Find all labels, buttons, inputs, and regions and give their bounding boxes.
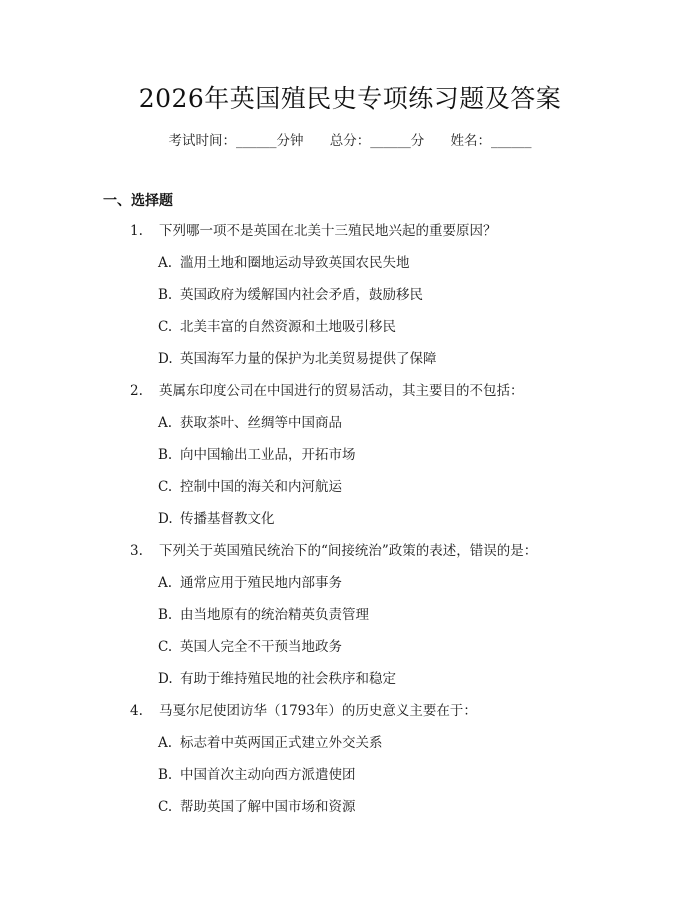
question-1-option-c	[158, 317, 396, 337]
option-label: A.	[158, 415, 173, 431]
question-text: 下列哪一项不是英国在北美十三殖民地兴起的重要原因？	[159, 223, 497, 239]
question-4-option-a	[158, 733, 383, 753]
question-number: 1.	[130, 223, 143, 239]
question-1-option-b	[158, 285, 423, 305]
option-label: B.	[158, 447, 173, 463]
exam-info-line	[0, 131, 700, 151]
question-text: 马戛尔尼使团访华（1793年）的历史意义主要在于：	[159, 703, 477, 719]
option-label: A.	[158, 255, 173, 271]
question-4	[130, 701, 477, 721]
question-3	[130, 541, 537, 561]
section-heading: 一、选择题	[103, 193, 173, 209]
option-text: 帮助英国了解中国市场和资源	[180, 799, 356, 815]
option-label: B.	[158, 607, 173, 623]
option-label: C.	[158, 319, 173, 335]
question-4-option-b	[158, 765, 356, 785]
question-2-option-a	[158, 413, 342, 433]
option-label: A.	[158, 735, 173, 751]
option-label: B.	[158, 287, 173, 303]
option-label: C.	[158, 479, 173, 495]
option-text: 控制中国的海关和内河航运	[180, 479, 342, 495]
option-text: 英国政府为缓解国内社会矛盾，鼓励移民	[180, 287, 423, 303]
option-label: D.	[158, 511, 173, 527]
option-label: D.	[158, 671, 173, 687]
option-text: 向中国输出工业品，开拓市场	[180, 447, 356, 463]
question-4-option-c	[158, 797, 356, 817]
option-text: 英国海军力量的保护为北美贸易提供了保障	[180, 351, 437, 367]
question-number: 4.	[130, 703, 143, 719]
question-3-option-a	[158, 573, 342, 593]
question-1	[130, 221, 497, 241]
option-label: C.	[158, 639, 173, 655]
option-text: 北美丰富的自然资源和土地吸引移民	[180, 319, 396, 335]
option-text: 有助于维持殖民地的社会秩序和稳定	[180, 671, 396, 687]
option-text: 由当地原有的统治精英负责管理	[180, 607, 369, 623]
question-3-option-b	[158, 605, 369, 625]
question-2-option-c	[158, 477, 342, 497]
question-number: 3.	[130, 543, 143, 559]
question-text: 英属东印度公司在中国进行的贸易活动，其主要目的不包括：	[159, 383, 524, 399]
option-text: 通常应用于殖民地内部事务	[180, 575, 342, 591]
question-3-option-d	[158, 669, 396, 689]
question-2	[130, 381, 524, 401]
question-2-option-d	[158, 509, 275, 529]
question-text: 下列关于英国殖民统治下的“间接统治”政策的表述，错误的是：	[159, 543, 538, 559]
question-1-option-d	[158, 349, 437, 369]
option-text: 中国首次主动向西方派遣使团	[180, 767, 356, 783]
question-1-option-a	[158, 253, 410, 273]
option-label: C.	[158, 799, 173, 815]
option-text: 传播基督教文化	[180, 511, 275, 527]
question-2-option-b	[158, 445, 356, 465]
question-3-option-c	[158, 637, 342, 657]
option-label: A.	[158, 575, 173, 591]
option-text: 滥用土地和圈地运动导致英国农民失地	[180, 255, 410, 271]
exam-time-field: 考试时间：______分钟	[168, 133, 304, 149]
option-text: 标志着中英两国正式建立外交关系	[180, 735, 383, 751]
document-title: 2026年英国殖民史专项练习题及答案	[138, 84, 562, 113]
total-score-field: 总分：______分	[329, 133, 425, 149]
option-text: 英国人完全不干预当地政务	[180, 639, 342, 655]
option-label: B.	[158, 767, 173, 783]
option-label: D.	[158, 351, 173, 367]
student-name-field: 姓名：______	[450, 133, 532, 149]
option-text: 获取茶叶、丝绸等中国商品	[180, 415, 342, 431]
question-number: 2.	[130, 383, 143, 399]
